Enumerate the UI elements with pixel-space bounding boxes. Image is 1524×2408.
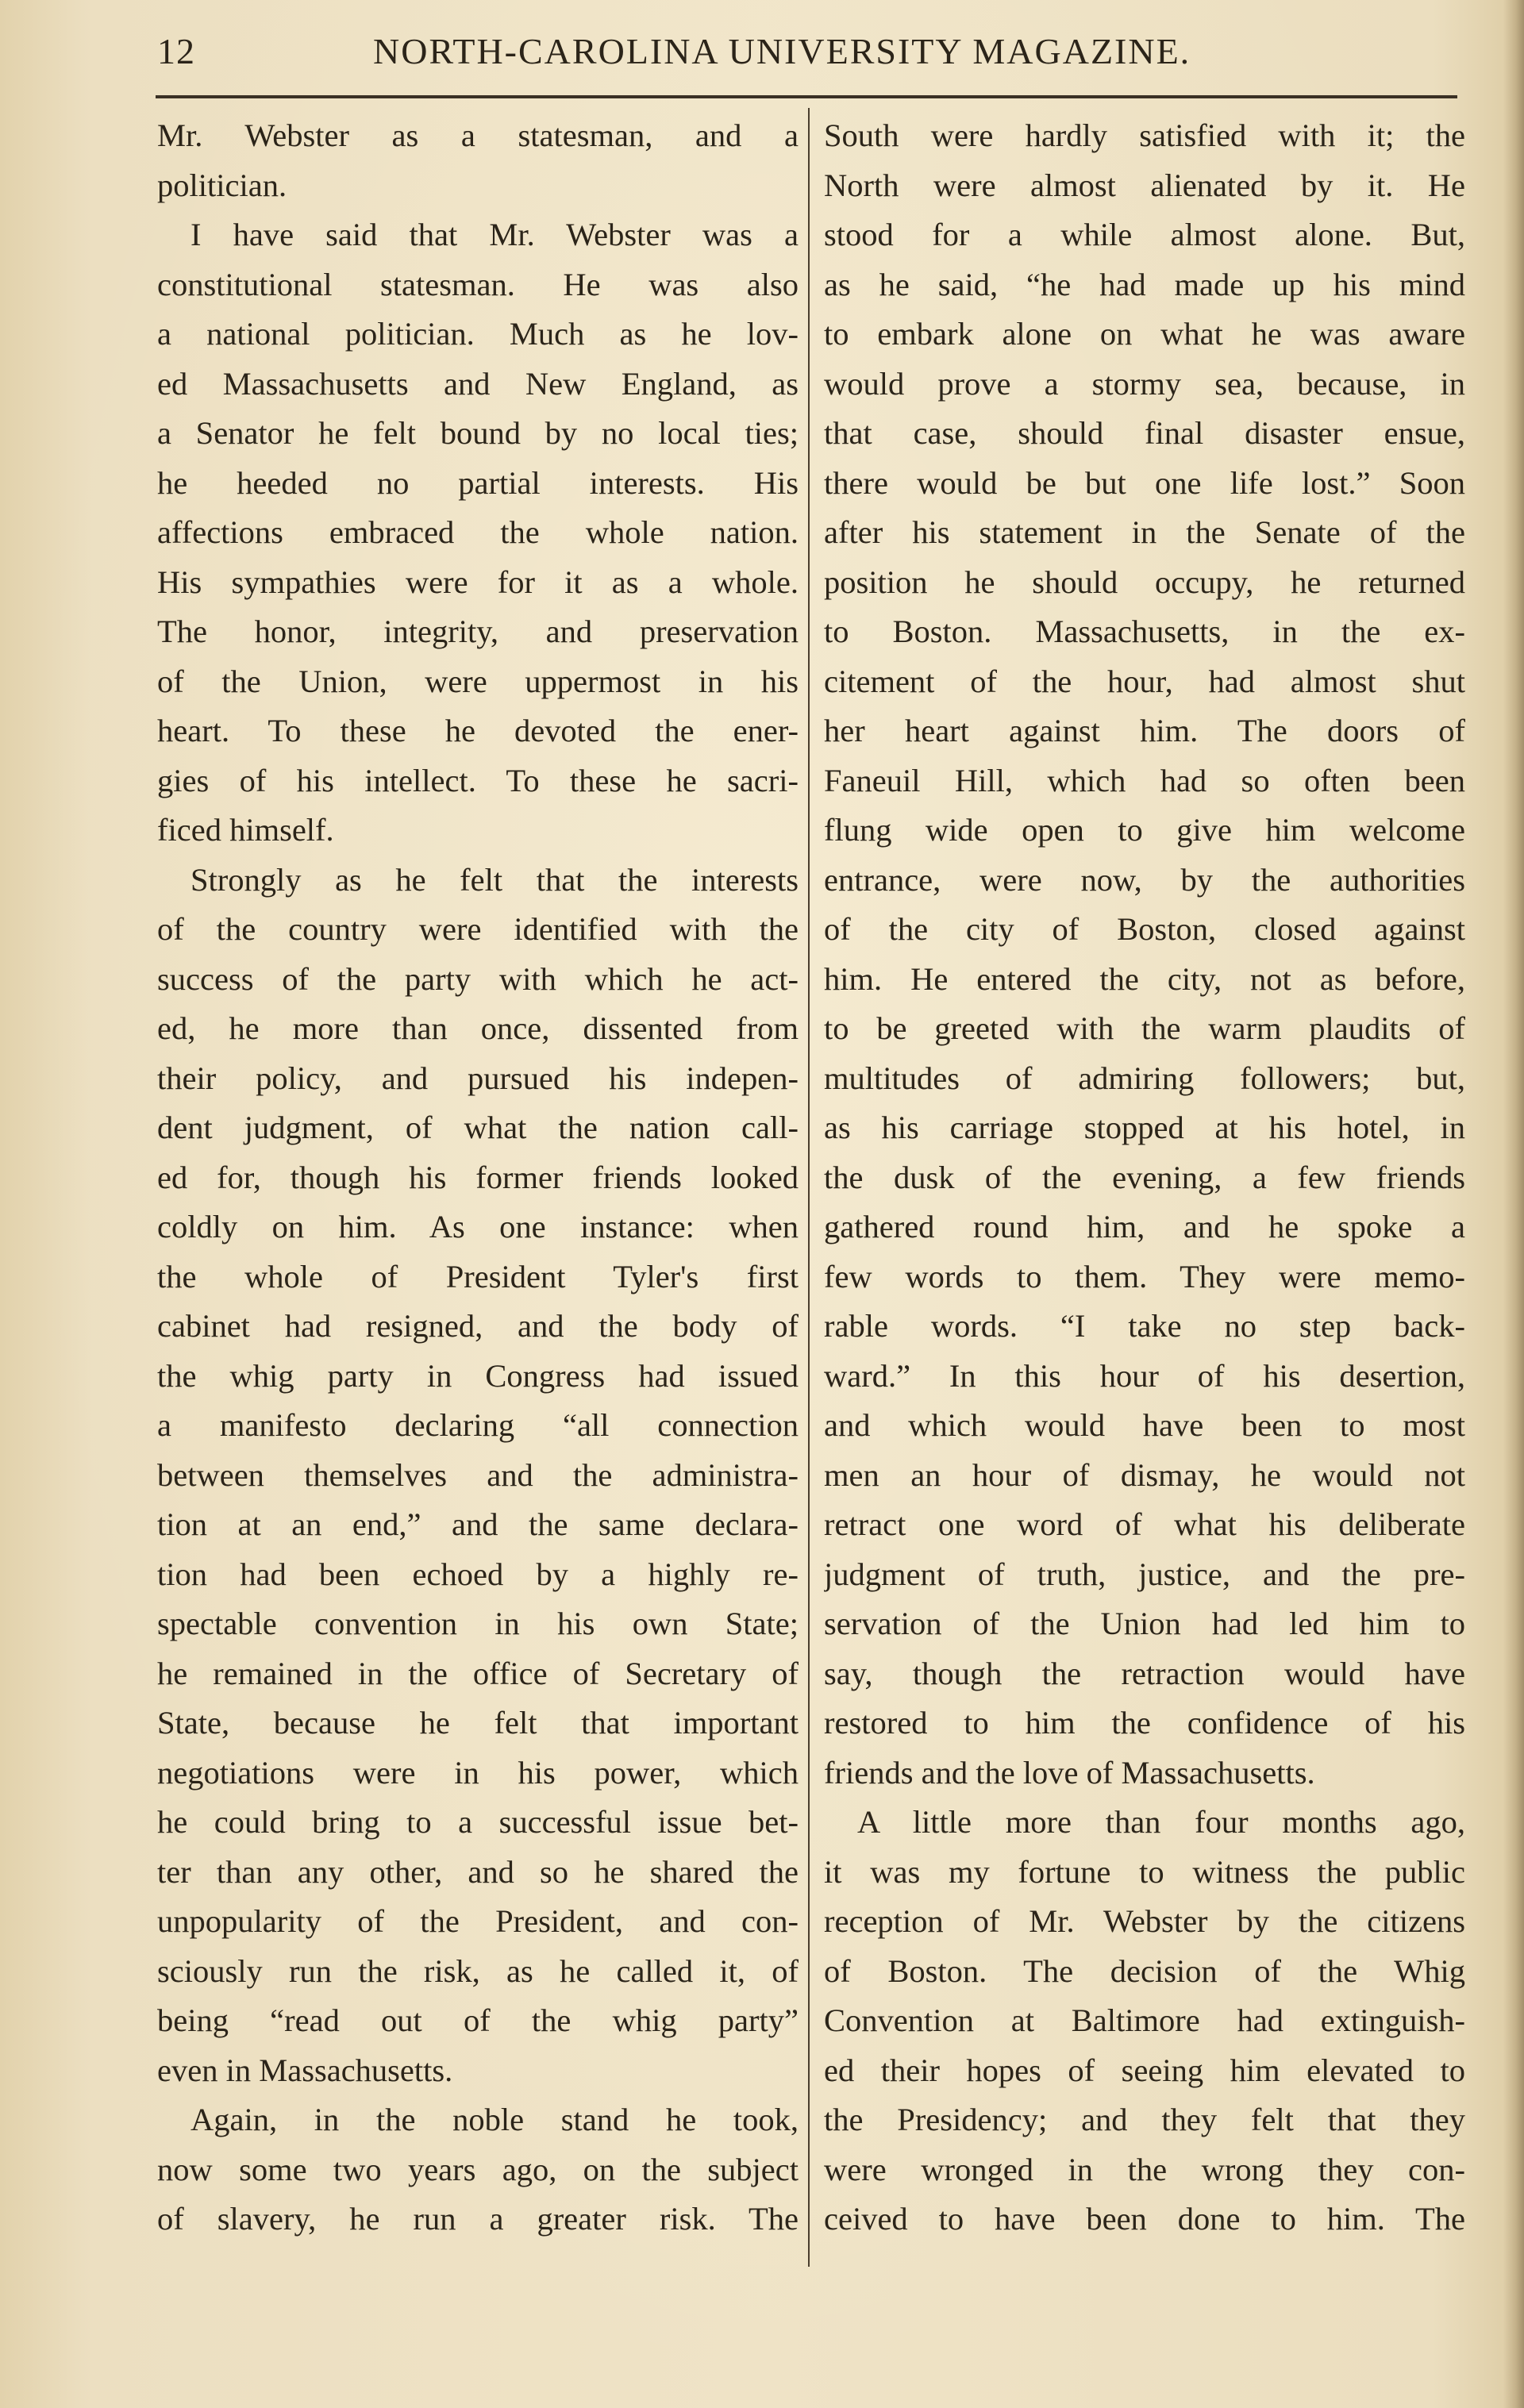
- text-line: flung wide open to give him welcome: [824, 812, 1465, 848]
- text-line: ward.” In this hour of his desertion,: [824, 1357, 1465, 1394]
- text-line: ed for, though his former friends looked: [157, 1159, 799, 1195]
- text-line: politician.: [157, 167, 287, 203]
- text-line: of the city of Boston, closed against: [824, 911, 1465, 947]
- text-line: restored to him the confidence of his: [824, 1705, 1465, 1741]
- text-line: her heart against him. The doors of: [824, 713, 1465, 748]
- text-line: spectable convention in his own State;: [157, 1606, 799, 1641]
- text-line: to embark alone on what he was aware: [824, 316, 1465, 352]
- text-line: constitutional statesman. He was also: [157, 266, 799, 302]
- text-line: friends and the love of Massachusetts.: [824, 1754, 1315, 1791]
- text-line: the whig party in Congress had issued: [157, 1357, 799, 1394]
- text-line: of the Union, were uppermost in his: [157, 663, 799, 699]
- text-line: that case, should final disaster ensue,: [824, 415, 1465, 451]
- text-line: ficed himself.: [157, 812, 334, 848]
- text-line: dent judgment, of what the nation call-: [157, 1110, 799, 1145]
- text-line: between themselves and the administra-: [157, 1456, 799, 1493]
- text-line: a national politician. Much as he lov-: [157, 316, 799, 352]
- text-line: Convention at Baltimore had extinguish-: [824, 2002, 1465, 2038]
- text-line: sciously run the risk, as he called it, of: [157, 1952, 799, 1989]
- page-header: [157, 30, 1459, 78]
- text-line: even in Massachusetts.: [157, 2052, 453, 2088]
- text-line: I have said that Mr. Webster was a: [190, 217, 799, 252]
- text-line: as his carriage stopped at his hotel, in: [824, 1110, 1465, 1145]
- text-line: ter than any other, and so he shared the: [157, 1853, 799, 1890]
- page-number: 12: [157, 31, 195, 71]
- text-line: the whole of President Tyler's first: [157, 1258, 799, 1294]
- text-line: say, though the retraction would have: [824, 1655, 1465, 1691]
- text-line: unpopularity of the President, and con-: [157, 1903, 799, 1939]
- text-line: to Boston. Massachusetts, in the ex-: [824, 614, 1465, 649]
- text-line: ed their hopes of seeing him elevated to: [824, 2052, 1465, 2088]
- text-line: Strongly as he felt that the interests: [190, 861, 799, 898]
- text-line: His sympathies were for it as a whole.: [157, 564, 799, 600]
- text-line: Mr. Webster as a statesman, and a: [157, 117, 799, 153]
- text-line: South were hardly satisfied with it; the: [824, 117, 1465, 153]
- text-line: coldly on him. As one instance: when: [157, 1209, 799, 1244]
- text-line: him. He entered the city, not as before,: [824, 960, 1465, 997]
- text-line: entrance, were now, by the authorities: [824, 861, 1465, 898]
- text-line: were wronged in the wrong they con-: [824, 2151, 1465, 2187]
- text-line: servation of the Union had led him to: [824, 1606, 1465, 1641]
- text-line: ed Massachusetts and New England, as: [157, 365, 799, 402]
- text-line: of Boston. The decision of the Whig: [824, 1952, 1465, 1989]
- text-line: their policy, and pursued his indepen-: [157, 1060, 799, 1096]
- text-line: ceived to have been done to him. The: [824, 2201, 1465, 2237]
- text-line: reception of Mr. Webster by the citizens: [824, 1903, 1465, 1939]
- text-line: gathered round him, and he spoke a: [824, 1209, 1465, 1244]
- text-line: the dusk of the evening, a few friends: [824, 1159, 1465, 1195]
- text-line: being “read out of the whig party”: [157, 2002, 799, 2038]
- text-line: now some two years ago, on the subject: [157, 2151, 799, 2187]
- text-line: negotiations were in his power, which: [157, 1754, 799, 1791]
- text-line: of the country were identified with the: [157, 911, 799, 947]
- text-line: North were almost alienated by it. He: [824, 167, 1465, 203]
- text-line: men an hour of dismay, he would not: [824, 1456, 1465, 1493]
- text-line: A little more than four months ago,: [857, 1804, 1465, 1840]
- text-line: heart. To these he devoted the ener-: [157, 713, 799, 748]
- text-line: multitudes of admiring followers; but,: [824, 1060, 1465, 1096]
- text-line: a manifesto declaring “all connection: [157, 1407, 799, 1443]
- text-line: citement of the hour, had almost shut: [824, 663, 1465, 699]
- text-line: The honor, integrity, and preservation: [157, 614, 799, 649]
- page-edge-shadow: [1503, 0, 1524, 2408]
- text-line: he heeded no partial interests. His: [157, 464, 799, 501]
- text-line: it was my fortune to witness the public: [824, 1853, 1465, 1890]
- text-line: the Presidency; and they felt that they: [824, 2102, 1465, 2137]
- text-line: tion at an end,” and the same declara-: [157, 1506, 799, 1542]
- text-line: rable words. “I take no step back-: [824, 1308, 1465, 1344]
- text-line: Again, in the noble stand he took,: [190, 2102, 799, 2137]
- text-line: stood for a while almost alone. But,: [824, 217, 1465, 252]
- header-rule: [156, 95, 1457, 98]
- text-line: position he should occupy, he returned: [824, 564, 1465, 600]
- running-title: NORTH-CAROLINA UNIVERSITY MAGAZINE.: [373, 31, 1191, 71]
- text-line: as he said, “he had made up his mind: [824, 266, 1465, 302]
- text-line: gies of his intellect. To these he sacri-: [157, 762, 799, 798]
- text-line: he could bring to a successful issue bet-: [157, 1804, 799, 1840]
- text-line: tion had been echoed by a highly re-: [157, 1556, 799, 1592]
- text-line: Faneuil Hill, which had so often been: [824, 762, 1465, 798]
- text-line: there would be but one life lost.” Soon: [824, 464, 1465, 501]
- text-line: few words to them. They were memo-: [824, 1258, 1465, 1294]
- text-line: a Senator he felt bound by no local ties;: [157, 415, 799, 451]
- text-line: cabinet had resigned, and the body of: [157, 1308, 799, 1344]
- left-column: [157, 111, 799, 2245]
- text-line: retract one word of what his deliberate: [824, 1506, 1465, 1542]
- text-line: judgment of truth, justice, and the pre-: [824, 1556, 1465, 1592]
- text-line: would prove a stormy sea, because, in: [824, 365, 1465, 402]
- text-line: after his statement in the Senate of the: [824, 514, 1465, 550]
- text-line: and which would have been to most: [824, 1407, 1465, 1443]
- right-column: [824, 111, 1465, 2245]
- text-line: ed, he more than once, dissented from: [157, 1010, 799, 1046]
- text-line: State, because he felt that important: [157, 1705, 799, 1741]
- text-line: success of the party with which he act-: [157, 960, 799, 997]
- text-line: he remained in the office of Secretary of: [157, 1655, 799, 1691]
- text-line: of slavery, he run a greater risk. The: [157, 2201, 799, 2237]
- text-line: affections embraced the whole nation.: [157, 514, 799, 550]
- text-line: to be greeted with the warm plaudits of: [824, 1010, 1465, 1046]
- column-divider: [808, 108, 810, 2267]
